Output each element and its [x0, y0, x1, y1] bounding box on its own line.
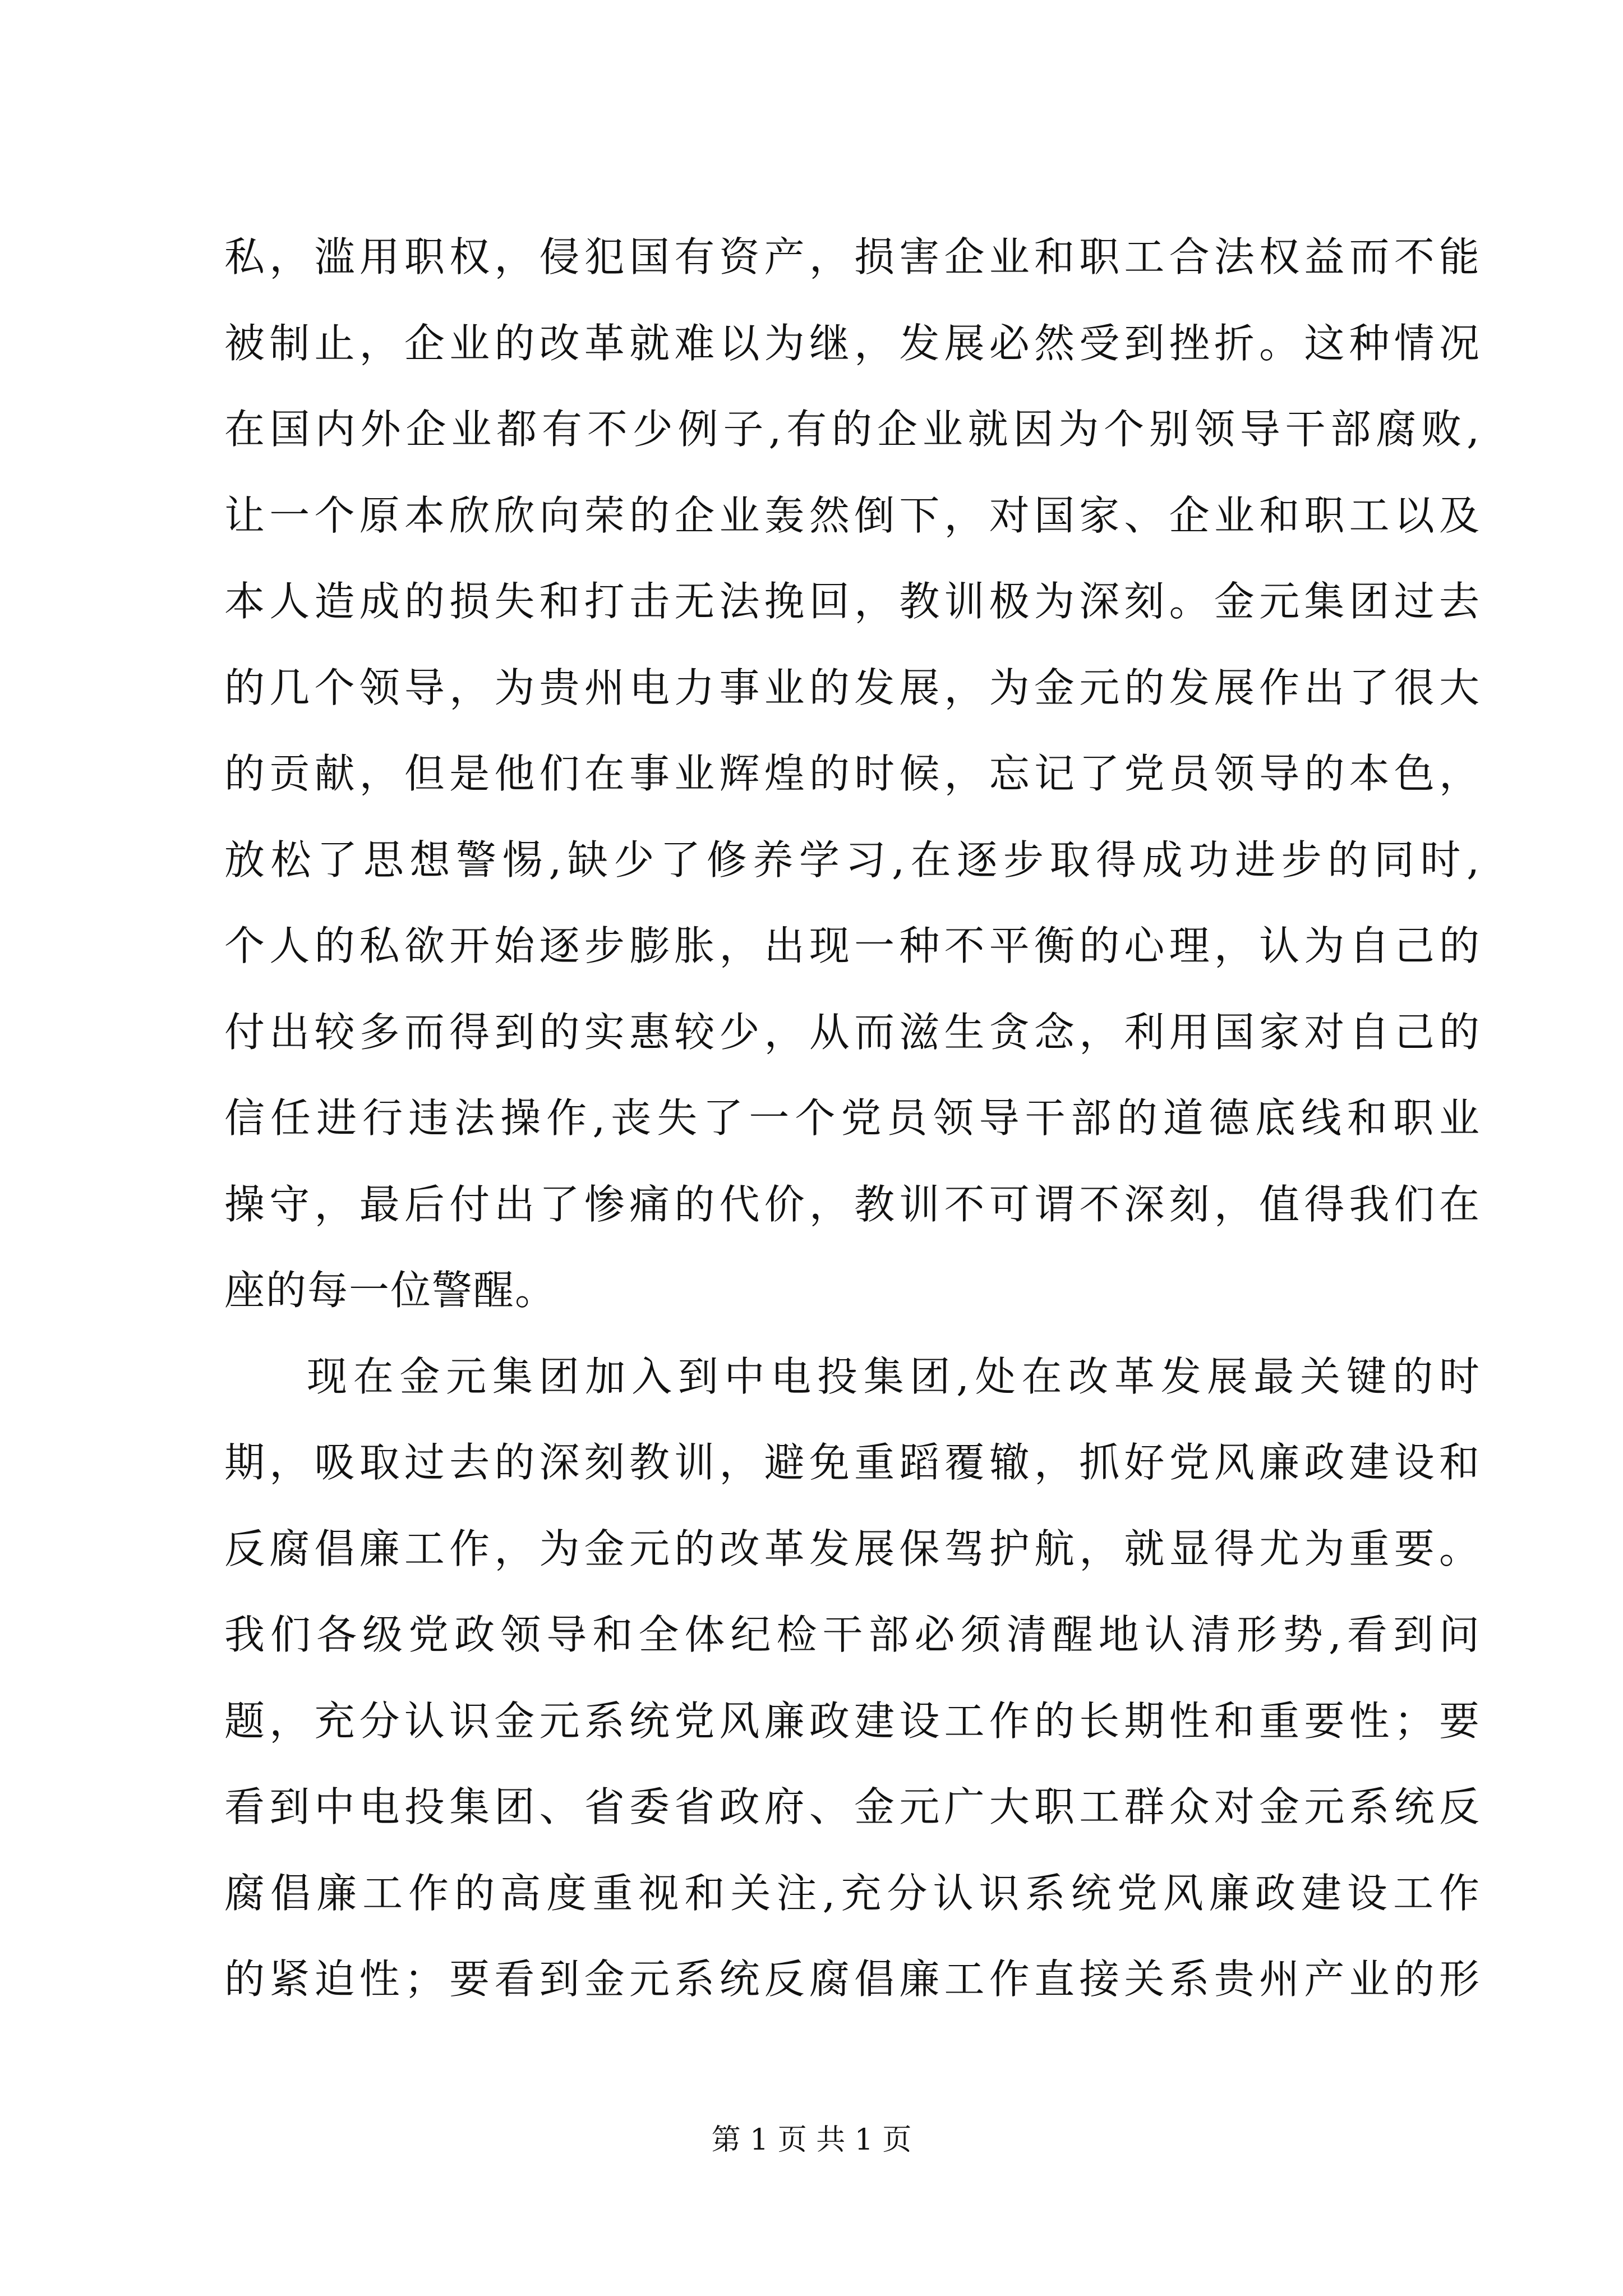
text-line: 操守，最后付出了惨痛的代价，教训不可谓不深刻，值得我们在 [224, 1181, 1481, 1228]
text-line: 的贡献，但是他们在事业辉煌的时候，忘记了党员领导的本色， [224, 750, 1481, 797]
text-line: 现在金元集团加入到中电投集团,处在改革发展最关键的时 [307, 1353, 1481, 1400]
text-line: 看到中电投集团、省委省政府、金元广大职工群众对金元系统反 [224, 1783, 1481, 1830]
text-line: 被制止，企业的改革就难以为继，发展必然受到挫折。这种情况 [224, 320, 1481, 367]
text-line: 本人造成的损失和打击无法挽回，教训极为深刻。金元集团过去 [224, 578, 1481, 625]
text-line: 的几个领导，为贵州电力事业的发展，为金元的发展作出了很大 [224, 664, 1481, 711]
text-line: 让一个原本欣欣向荣的企业轰然倒下，对国家、企业和职工以及 [224, 492, 1481, 539]
text-line: 期，吸取过去的深刻教训，避免重蹈覆辙，抓好党风廉政建设和 [224, 1439, 1481, 1486]
text-line: 腐倡廉工作的高度重视和关注,充分认识系统党风廉政建设工作 [224, 1870, 1481, 1917]
text-line: 私，滥用职权，侵犯国有资产，损害企业和职工合法权益而不能 [224, 233, 1481, 280]
text-line: 在国内外企业都有不少例子,有的企业就因为个别领导干部腐败, [224, 406, 1481, 453]
text-line: 的紧迫性；要看到金元系统反腐倡廉工作直接关系贵州产业的形 [224, 1955, 1481, 2003]
text-line: 信任进行违法操作,丧失了一个党员领导干部的道德底线和职业 [224, 1094, 1481, 1142]
text-line: 个人的私欲开始逐步膨胀，出现一种不平衡的心理，认为自己的 [224, 922, 1481, 969]
text-line: 题，充分认识金元系统党风廉政建设工作的长期性和重要性；要 [224, 1697, 1481, 1745]
text-line: 付出较多而得到的实惠较少，从而滋生贪念，利用国家对自己的 [224, 1009, 1481, 1056]
text-line: 我们各级党政领导和全体纪检干部必须清醒地认清形势,看到问 [224, 1611, 1481, 1658]
text-line: 反腐倡廉工作，为金元的改革发展保驾护航，就显得尤为重要。 [224, 1525, 1481, 1572]
text-line: 座的每一位警醒。 [224, 1267, 557, 1314]
text-line: 放松了思想警惕,缺少了修养学习,在逐步取得成功进步的同时, [224, 836, 1481, 884]
page-footer: 第 1 页 共 1 页 [711, 2123, 912, 2157]
